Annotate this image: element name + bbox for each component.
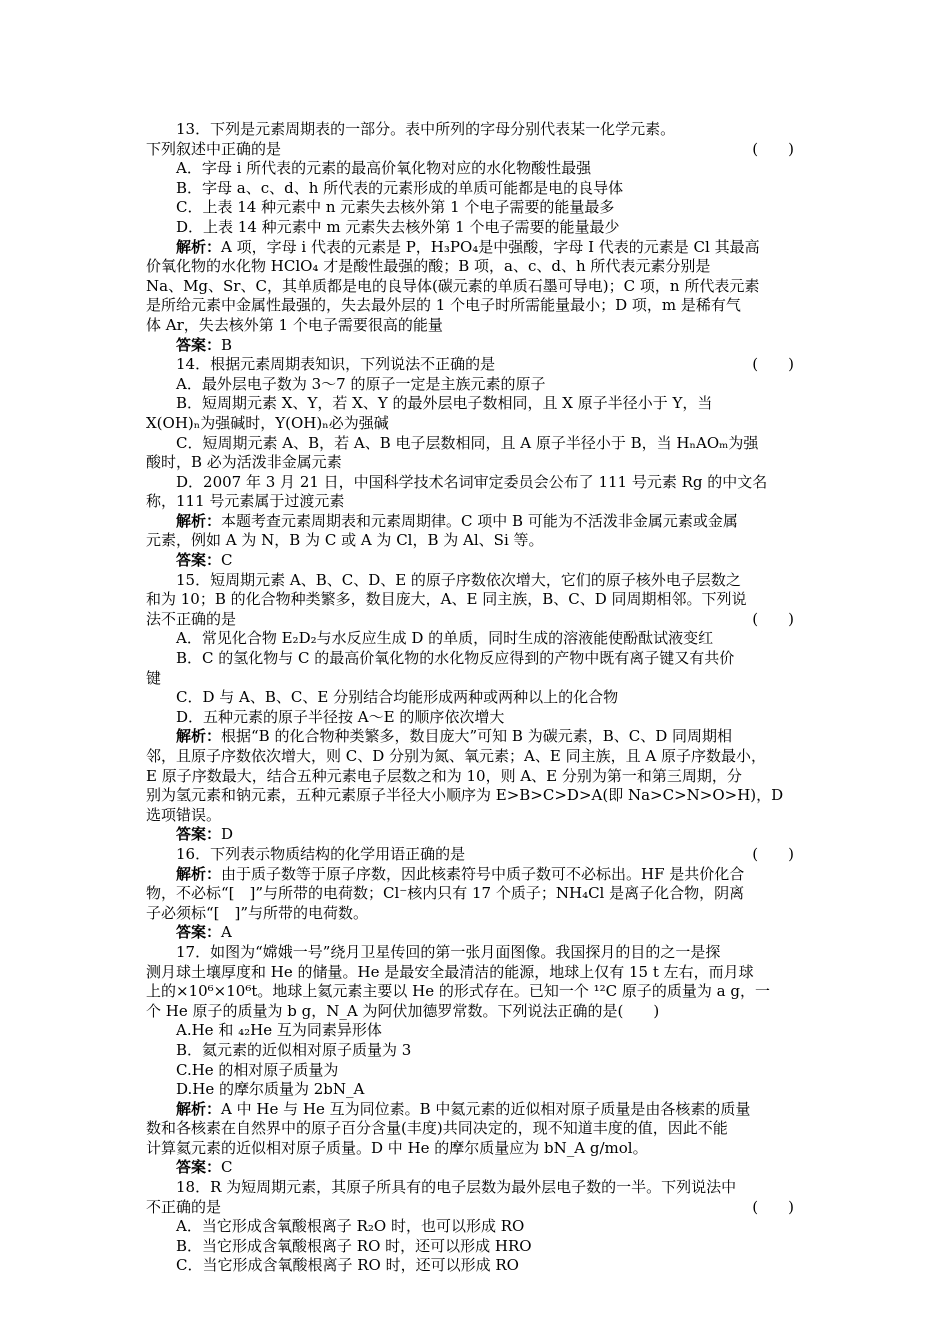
q14-answer-label: 答案： (176, 551, 222, 570)
q18-option-a: A．当它形成含氧酸根离子 R₂O 时，也可以形成 RO (176, 1217, 525, 1236)
q13-option-c: C．上表 14 种元素中 n 元素失去核外第 1 个电子需要的能量最多 (176, 198, 615, 217)
q16-stem-line (146, 845, 808, 865)
q16-explanation-label: 解析： (176, 864, 222, 883)
q14-option-c-line-1: C．短周期元素 A、B，若 A、B 电子层数相同，且 A 原子半径小于 B，当 HₙAOₘ为强 (176, 433, 759, 452)
q16-answer-label: 答案： (176, 923, 222, 942)
q14-option-b-line-1: B．短周期元素 X、Y，若 X、Y 的最外层电子数相同，且 X 原子半径小于 Y，当 (176, 394, 713, 413)
q18-stem-text: 不正确的是 (146, 1197, 222, 1216)
q13-explanation-line-3: Na、Mg、Sr、C，其单质都是电的良导体(碳元素的单质石墨可导电)；C 项，n 所代表元素 (146, 276, 760, 295)
q17-option-d: D.He 的摩尔质量为 2bN_A (176, 1080, 365, 1099)
q13-option-a: A．字母 i 所代表的元素的最高价氧化物对应的水化物酸性最强 (176, 159, 592, 178)
q14-explanation-line-2: 元素，例如 A 为 N，B 为 C 或 A 为 Cl，B 为 Al、Si 等。 (146, 531, 544, 550)
q13-answer-blank: ( ) (752, 139, 794, 158)
q15-explanation-line-3: E 原子序数最大，结合五种元素电子层数之和为 10，则 A、E 分别为第一和第三周期，分 (146, 766, 742, 785)
q13-explanation-line-1 (146, 238, 808, 258)
q15-answer (146, 825, 808, 845)
q15-option-d: D．五种元素的原子半径按 A～E 的顺序依次增大 (176, 707, 505, 726)
q15-option-c: C．D 与 A、B、C、E 分别结合均能形成两种或两种以上的化合物 (176, 688, 619, 707)
q17-explanation-text: A 中 He 与 He 互为同位素。B 中氦元素的近似相对原子质量是由各核素的质量 (221, 1099, 751, 1118)
q16-explanation-line-2: 物，不必标“[ ]”与所带的电荷数；Cl⁻核内只有 17 个质子；NH₄Cl 是离子化合物，阴离 (146, 884, 745, 903)
q13-explanation-line-5: 体 Ar，失去核外第 1 个电子需要很高的能量 (146, 315, 443, 334)
q15-explanation-line-1 (146, 727, 808, 747)
q17-explanation-line-2: 数和各核素在自然界中的原子百分含量(丰度)共同决定的，现不知道丰度的值，因此不能 (146, 1119, 728, 1138)
q14-explanation-text: 本题考查元素周期表和元素周期律。C 项中 B 可能为不活泼非金属元素或金属 (221, 511, 738, 530)
q15-option-a: A．常见化合物 E₂D₂与水反应生成 D 的单质，同时生成的溶液能使酚酞试液变红 (176, 629, 714, 648)
q14-answer (146, 551, 808, 571)
q13-answer (146, 336, 808, 356)
q14-option-b-line-2: X(OH)ₙ为强碱时，Y(OH)ₙ必为强碱 (146, 413, 389, 432)
q15-answer-blank: ( ) (752, 609, 794, 628)
q17-option-b: B．氦元素的近似相对原子质量为 3 (176, 1040, 412, 1059)
q17-answer-label: 答案： (176, 1158, 222, 1177)
q17-stem-line-2: 测月球土壤厚度和 He 的储量。He 是最安全最清洁的能源，地球上仅有 15 t 左右，而月球 (146, 962, 754, 981)
q15-explanation-text: 根据“B 的化合物种类繁多，数目庞大”可知 B 为碳元素，B、C、D 同周期相 (221, 727, 733, 746)
q17-stem-line-1: 17．如图为“嫦娥一号”绕月卫星传回的第一张月面图像。我国探月的目的之一是探 (176, 942, 721, 961)
q13-explanation-text: A 项，字母 i 代表的元素是 P，H₃PO₄是中强酸，字母 I 代表的元素是 Cl 其最高 (221, 237, 760, 256)
q15-answer-label: 答案： (176, 825, 222, 844)
q16-answer (146, 923, 808, 943)
q17-option-c: C.He 的相对原子质量为 (176, 1060, 339, 1079)
q15-option-b-line-1: B．C 的氢化物与 C 的最高价氧化物的水化物反应得到的产物中既有离子键又有共价 (176, 649, 735, 668)
q13-explanation-line-2: 价氧化物的水化物 HClO₄ 才是酸性最强的酸；B 项，a、c、d、h 所代表元素分别是 (146, 257, 711, 276)
q15-answer-value: D (221, 825, 234, 844)
q16-stem-text: 16．下列表示物质结构的化学用语正确的是 (176, 844, 466, 863)
q14-option-d-line-2: 称，111 号元素属于过渡元素 (146, 492, 345, 511)
q17-explanation-line-1 (146, 1100, 808, 1120)
q15-stem-line-2: 和为 10；B 的化合物种类繁多，数目庞大，A、E 同主族，B、C、D 同周期相邻。下列说 (146, 590, 747, 609)
q15-stem-line-3 (146, 610, 808, 630)
q18-stem-line-1: 18．R 为短周期元素，其原子所具有的电子层数为最外层电子数的一半。下列说法中 (176, 1178, 737, 1197)
q14-option-a: A．最外层电子数为 3～7 的原子一定是主族元素的原子 (176, 374, 546, 393)
q17-option-a: A.He 和 ₄₂He 互为同素异形体 (176, 1021, 382, 1040)
question-content (146, 120, 808, 1276)
q15-option-b-line-2: 键 (146, 668, 162, 687)
q16-explanation-text: 由于质子数等于原子序数，因此核素符号中质子数可不必标出。HF 是共价化合 (221, 864, 745, 883)
q13-answer-value: B (221, 335, 233, 354)
q15-stem-text: 法不正确的是 (146, 609, 237, 628)
q13-explanation-label: 解析： (176, 237, 222, 256)
q18-stem-line-2 (146, 1198, 808, 1218)
q13-stem-line-2 (146, 140, 808, 160)
q14-explanation-label: 解析： (176, 511, 222, 530)
q14-answer-blank: ( ) (752, 355, 794, 374)
q13-stem-line-1: 13．下列是元素周期表的一部分。表中所列的字母分别代表某一化学元素。 (176, 120, 676, 138)
q15-stem-line-1: 15．短周期元素 A、B、C、D、E 的原子序数依次增大，它们的原子核外电子层数之 (176, 570, 741, 589)
q13-option-b: B．字母 a、c、d、h 所代表的元素形成的单质可能都是电的良导体 (176, 178, 624, 197)
q13-stem-text: 下列叙述中正确的是 (146, 139, 282, 158)
q18-option-c: C．当它形成含氧酸根离子 RO 时，还可以形成 RO (176, 1256, 519, 1275)
q13-explanation-line-4: 是所给元素中金属性最强的，失去最外层的 1 个电子时所需能量最小；D 项，m 是稀有气 (146, 296, 741, 315)
q17-stem-line-4: 个 He 原子的质量为 b g，N_A 为阿伏加德罗常数。下列说法正确的是( ) (146, 1001, 660, 1020)
q13-answer-label: 答案： (176, 335, 222, 354)
q14-answer-value: C (221, 551, 233, 570)
q16-explanation-line-1 (146, 865, 808, 885)
q17-answer-value: C (221, 1158, 233, 1177)
q16-answer-blank: ( ) (752, 844, 794, 863)
q17-stem-line-3: 上的×10⁶×10⁶t。地球上氦元素主要以 He 的形式存在。已知一个 ¹²C 原子的质量为 a g，一 (146, 982, 770, 1001)
q18-answer-blank: ( ) (752, 1197, 794, 1216)
q13-option-d: D．上表 14 种元素中 m 元素失去核外第 1 个电子需要的能量最少 (176, 217, 620, 236)
q17-explanation-label: 解析： (176, 1099, 222, 1118)
q17-explanation-line-3: 计算氦元素的近似相对原子质量。D 中 He 的摩尔质量应为 bN_A g/mol。 (146, 1138, 648, 1157)
q15-explanation-label: 解析： (176, 727, 222, 746)
q16-explanation-line-3: 子必须标“[ ]”与所带的电荷数。 (146, 903, 369, 922)
q14-stem-text: 14．根据元素周期表知识，下列说法不正确的是 (176, 355, 496, 374)
q14-explanation-line-1 (146, 512, 808, 532)
q17-answer (146, 1158, 808, 1178)
q18-option-b: B．当它形成含氧酸根离子 RO 时，还可以形成 HRO (176, 1236, 532, 1255)
q15-explanation-line-5: 选项错误。 (146, 805, 222, 824)
q15-explanation-line-4: 别为氢元素和钠元素，五种元素原子半径大小顺序为 E>B>C>D>A(即 Na>C>N>O>H)，D (146, 786, 784, 805)
q14-stem-line (146, 355, 808, 375)
q16-answer-value: A (221, 923, 232, 942)
q15-explanation-line-2: 邻，且原子序数依次增大，则 C、D 分别为氮、氧元素；A、E 同主族，且 A 原子序数最小， (146, 747, 766, 765)
q14-option-d-line-1: D．2007 年 3 月 21 日，中国科学技术名词审定委员会公布了 111 号元素 Rg 的中文名 (176, 472, 768, 491)
q14-option-c-line-2: 酸时，B 必为活泼非金属元素 (146, 453, 342, 472)
